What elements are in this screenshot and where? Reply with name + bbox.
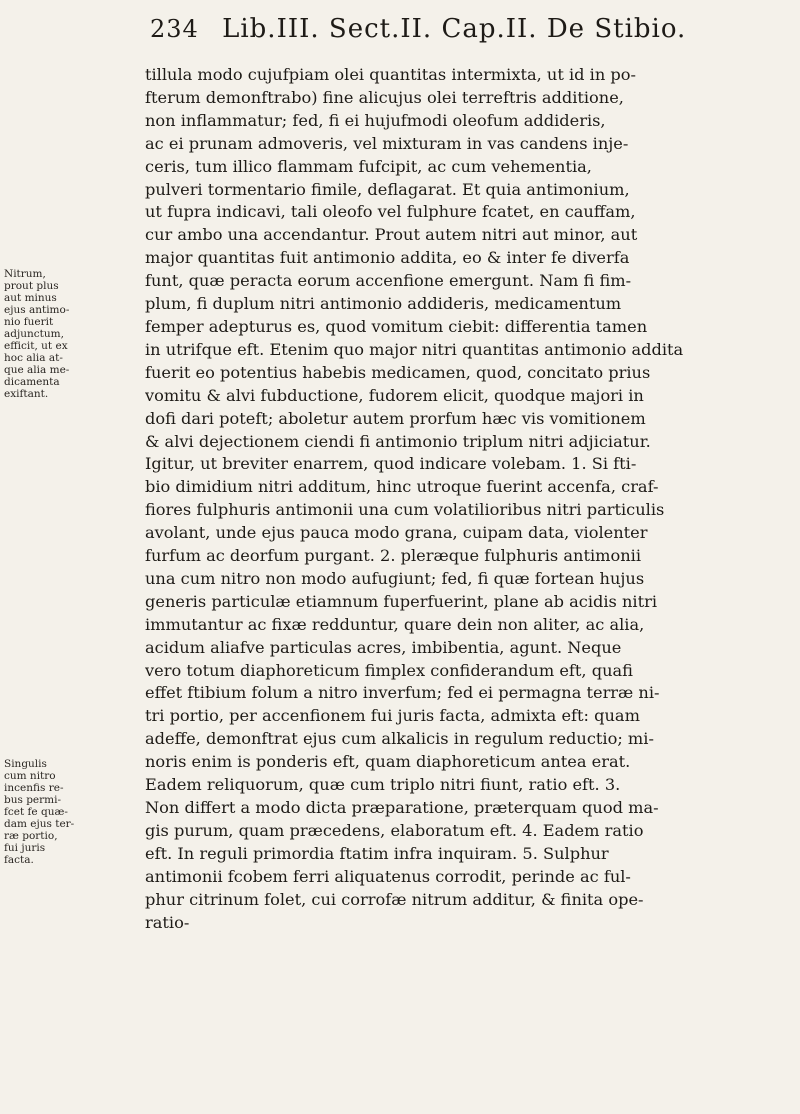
text-line: non inflammatur; fed, fi ei hujufmodi oleofum addideris, <box>145 110 606 130</box>
text-line: phur citrinum folet, cui corrofæ nitrum additur, & finita ope- <box>145 889 644 909</box>
margin-note-nitrum <box>4 268 84 400</box>
text-line: tillula modo cujufpiam olei quantitas intermixta, ut id in po- <box>145 65 636 84</box>
margin-note-line: dam ejus ter- <box>4 818 75 830</box>
page-header <box>150 14 790 44</box>
margin-note-line: aut minus <box>4 292 57 304</box>
running-title: Lib.III. Sect.II. Cap.II. De Stibio. <box>222 14 687 44</box>
text-line: dofi dari poteft; aboletur autem prorfum hæc vis vomitionem <box>145 408 646 428</box>
page-number: 234 <box>150 15 199 43</box>
text-line: in utrifque eft. Etenim quo major nitri quantitas antimonio addita <box>145 339 684 359</box>
text-line: Igitur, ut breviter enarrem, quod indicare volebam. 1. Si fti- <box>145 454 637 474</box>
text-line: vero totum diaphoreticum fimplex confiderandum eft, quafi <box>145 660 633 680</box>
margin-note-line: exiftant. <box>4 388 49 400</box>
margin-note-line: nio fuerit <box>4 316 54 328</box>
margin-note-line: Singulis <box>4 758 47 770</box>
text-line: generis particulæ etiamnum fuperfuerint, plane ab acidis nitri <box>145 591 658 611</box>
text-line: cur ambo una accendantur. Prout autem nitri aut minor, aut <box>145 225 638 245</box>
margin-note-line: bus permi- <box>4 794 62 806</box>
text-line: pulveri tormentario fimile, deflagarat. Et quia antimonium, <box>145 179 630 199</box>
margin-note-line: ejus antimo- <box>4 304 70 316</box>
text-line: vomitu & alvi fubductione, fudorem elicit, quodque majori in <box>145 385 644 405</box>
margin-note-line: dicamenta <box>4 376 60 388</box>
margin-note-line: hoc alia at- <box>4 352 63 364</box>
text-line: adeffe, demonftrat ejus cum alkalicis in regulum reductio; mi- <box>145 729 654 749</box>
text-line: fiores fulphuris antimonii una cum volatilioribus nitri particulis <box>145 500 665 520</box>
margin-note-line: prout plus <box>4 280 59 292</box>
text-line: Non differt a modo dicta præparatione, præterquam quod ma- <box>145 798 659 817</box>
text-line: ut fupra indicavi, tali oleofo vel fulphure fcatet, en cauffam, <box>145 202 636 222</box>
margin-note-line: que alia me- <box>4 364 70 376</box>
text-line: femper adepturus es, quod vomitum ciebit: differentia tamen <box>145 316 648 336</box>
text-line: gis purum, quam præcedens, elaboratum eft. 4. Eadem ratio <box>145 820 644 840</box>
text-line: acidum aliafve particulas acres, imbibentia, agunt. Neque <box>145 637 622 657</box>
margin-note-line: incenfis re- <box>4 782 64 794</box>
margin-note-line: Nitrum, <box>4 268 46 280</box>
text-line: major quantitas fuit antimonio addita, eo & inter fe diverfa <box>145 248 630 268</box>
text-line: antimonii fcobem ferri aliquatenus corrodit, perinde ac ful- <box>145 866 631 886</box>
margin-note-singulis <box>4 758 84 866</box>
text-line: & alvi dejectionem ciendi fi antimonio triplum nitri adjiciatur. <box>145 431 651 451</box>
margin-note-line: fui juris <box>4 842 46 854</box>
text-line: fuerit eo potentius habebis medicamen, quod, concitato prius <box>145 362 651 382</box>
text-line: fterum demonftrabo) fine alicujus olei terreftris additione, <box>145 87 624 107</box>
margin-note-line: ræ portio, <box>4 830 58 842</box>
text-line: tri portio, per accenfionem fui juris facta, admixta eft: quam <box>145 706 640 726</box>
text-line: noris enim is ponderis eft, quam diaphoreticum antea erat. <box>145 752 631 772</box>
main-text-block <box>145 64 785 934</box>
margin-note-line: efficit, ut ex <box>4 340 68 352</box>
text-line: eft. In reguli primordia ftatim infra inquiram. 5. Sulphur <box>145 843 609 863</box>
text-line: ac ei prunam admoveris, vel mixturam in vas candens inje- <box>145 133 629 153</box>
text-line: ceris, tum illico flammam fufcipit, ac cum vehementia, <box>145 156 592 176</box>
text-line: bio dimidium nitri additum, hinc utroque fuerint accenfa, craf- <box>145 477 659 497</box>
margin-note-line: facta. <box>4 854 34 866</box>
text-line: avolant, unde ejus pauca modo grana, cuipam data, violenter <box>145 523 648 543</box>
text-line: una cum nitro non modo aufugiunt; fed, fi quæ fortean hujus <box>145 568 645 588</box>
text-line: funt, quæ peracta eorum accenfione emergunt. Nam fi fim- <box>145 271 632 291</box>
text-line: plum, fi duplum nitri antimonio addideris, medicamentum <box>145 294 622 314</box>
text-line: effet ftibium folum a nitro inverfum; fed ei permagna terræ ni- <box>145 683 660 703</box>
text-line: immutantur ac fixæ redduntur, quare dein non aliter, ac alia, <box>145 614 645 634</box>
margin-note-line: cum nitro <box>4 770 56 782</box>
text-line: furfum ac deorfum purgant. 2. pleræque fulphuris antimonii <box>145 546 642 566</box>
margin-note-line: fcet fe quæ- <box>4 806 68 818</box>
text-line: Eadem reliquorum, quæ cum triplo nitri fiunt, ratio eft. 3. <box>145 775 621 795</box>
margin-note-line: adjunctum, <box>4 328 64 340</box>
text-line: ratio- <box>145 912 190 932</box>
